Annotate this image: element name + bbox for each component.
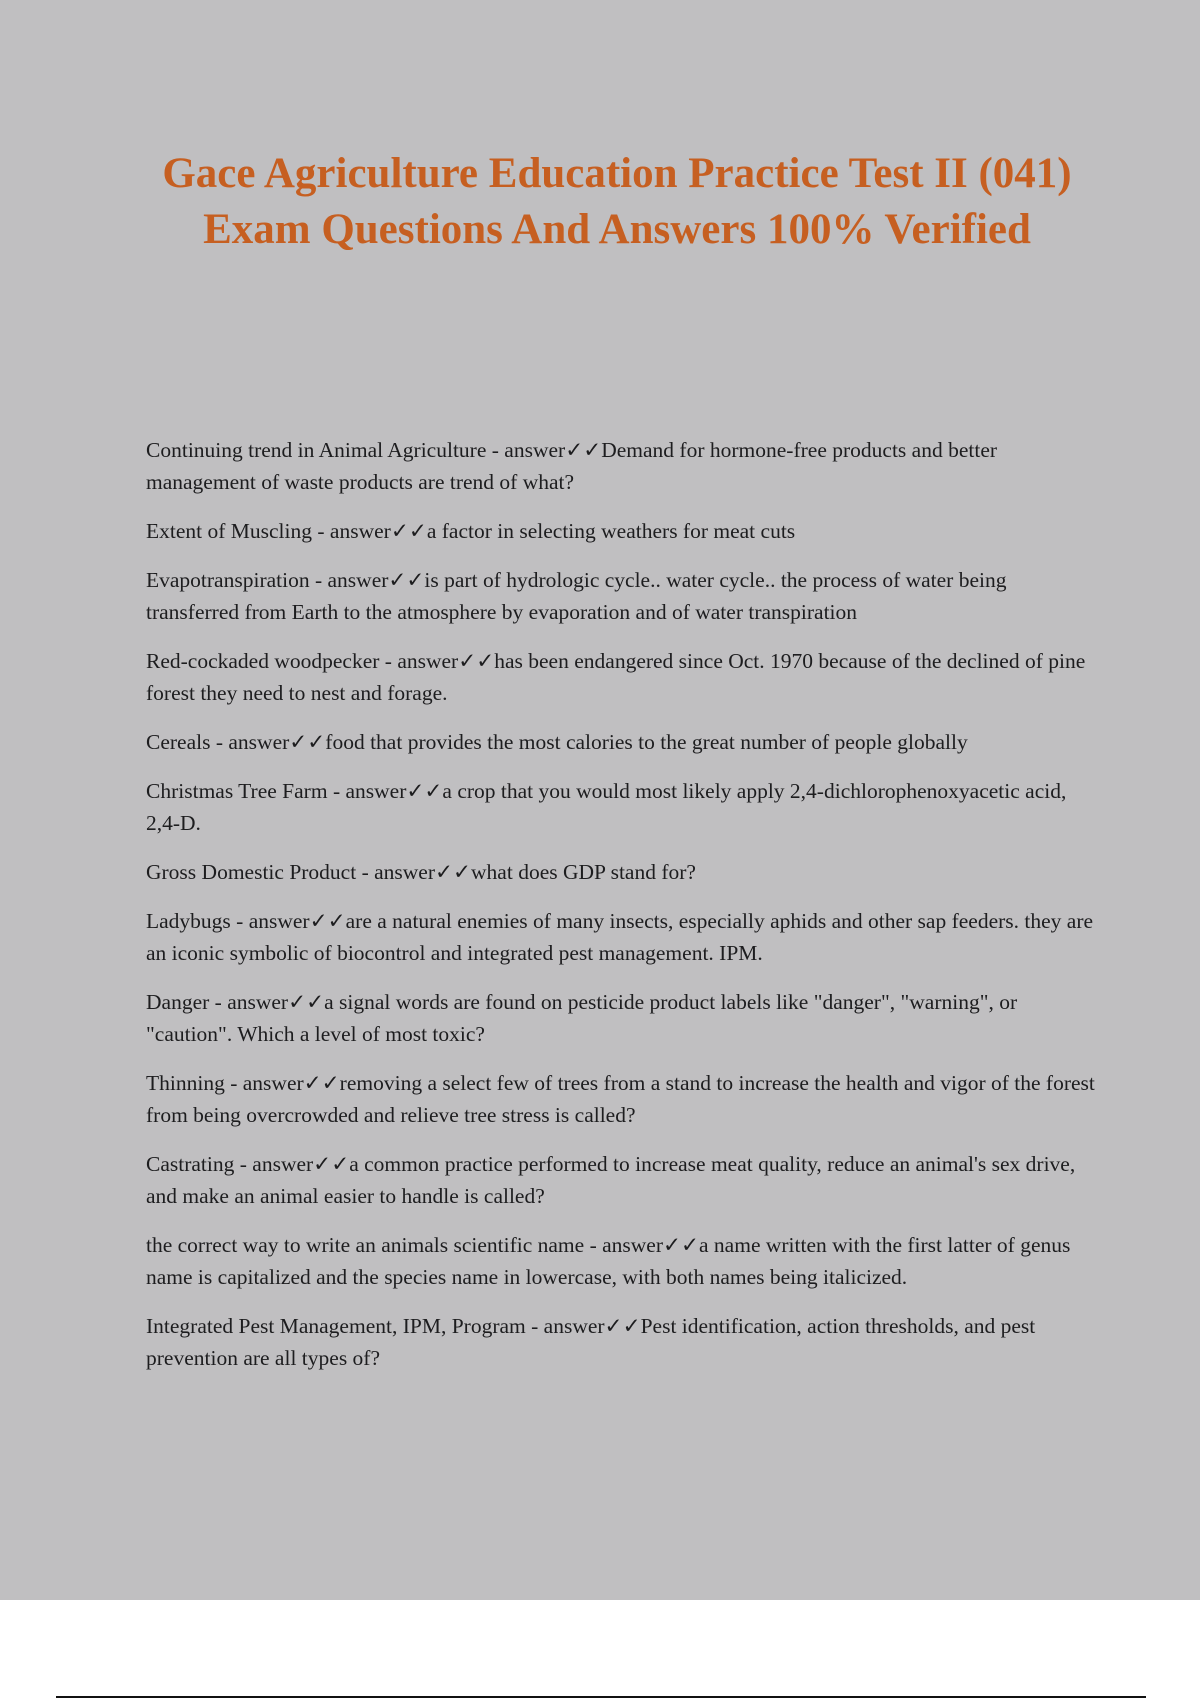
answer-separator: - answer✓✓ [486,438,602,462]
qa-term: Cereals [146,730,211,754]
qa-term: Christmas Tree Farm [146,779,328,803]
answer-separator: - answer✓✓ [312,519,427,543]
qa-item [146,1229,1096,1293]
qa-term: Gross Domestic Product [146,860,357,884]
qa-term: Red-cockaded woodpecker [146,649,380,673]
qa-definition: what does GDP stand for? [471,860,696,884]
footer-divider [56,1696,1146,1698]
qa-term: Danger [146,990,210,1014]
answer-separator: - answer✓✓ [230,909,346,933]
qa-item [146,726,1096,758]
qa-definition: are a natural enemies of many insects, especially aphids and other sap feeders. they are an iconic symbolic of biocontrol and integrated pest management. IPM. [146,909,1094,965]
qa-definition: a common practice performed to increase meat quality, reduce an animal's sex drive, and make an animal easier to handle is called? [146,1152,1076,1208]
qa-term: Thinning [146,1071,225,1095]
answer-separator: - answer✓✓ [356,860,472,884]
qa-item [146,434,1096,498]
qa-item [146,1310,1096,1374]
qa-item [146,856,1096,888]
qa-item [146,645,1096,709]
qa-item [146,905,1096,969]
qa-definition: a signal words are found on pesticide product labels like "danger", "warning", or "caution". Which a level of most toxic? [146,990,1018,1046]
answer-separator: - answer✓✓ [584,1233,700,1257]
qa-definition: has been endangered since Oct. 1970 because of the declined of pine forest they need to nest and forage. [146,649,1086,705]
answer-separator: - answer✓✓ [234,1152,350,1176]
qa-definition: a name written with the first latter of genus name is capitalized and the species name in lowercase, with both names being italicized. [146,1233,1071,1289]
page-bottom-margin [0,1600,1200,1700]
qa-item [146,515,1096,547]
qa-term: Integrated Pest Management, IPM, Program [146,1314,526,1338]
qa-term: Castrating [146,1152,235,1176]
qa-definition: Demand for hormone-free products and better management of waste products are trend of what? [146,438,998,494]
qa-definition: is part of hydrologic cycle.. water cycle.. the process of water being transferred from Earth to the atmosphere by evaporation and of water transpiration [146,568,1007,624]
answer-separator: - answer✓✓ [309,568,425,592]
qa-item [146,1067,1096,1131]
qa-list [146,434,1096,1391]
answer-separator: - answer✓✓ [224,1071,340,1095]
qa-term: Extent of Muscling [146,519,313,543]
answer-separator: - answer✓✓ [209,990,325,1014]
qa-definition: removing a select few of trees from a stand to increase the health and vigor of the forest from being overcrowded and relieve tree stress is called? [146,1071,1095,1127]
document-title: Gace Agriculture Education Practice Test II (041) Exam Questions And Answers 100% Verified [162,150,1072,253]
qa-definition: food that provides the most calories to the great number of people globally [325,730,968,754]
qa-definition: Pest identification, action thresholds, and pest prevention are all types of? [146,1314,1036,1370]
qa-term: Ladybugs [146,909,231,933]
qa-item [146,564,1096,628]
qa-term: the correct way to write an animals scientific name [146,1233,585,1257]
qa-item [146,775,1096,839]
qa-item [146,986,1096,1050]
answer-separator: - answer✓✓ [327,779,443,803]
qa-term: Continuing trend in Animal Agriculture [146,438,487,462]
qa-item [146,1148,1096,1212]
qa-definition: a crop that you would most likely apply 2,4-dichlorophenoxyacetic acid, 2,4-D. [146,779,1067,835]
answer-separator: - answer✓✓ [210,730,326,754]
answer-separator: - answer✓✓ [379,649,495,673]
qa-term: Evapotranspiration [146,568,310,592]
answer-separator: - answer✓✓ [525,1314,641,1338]
qa-definition: a factor in selecting weathers for meat cuts [426,519,796,543]
